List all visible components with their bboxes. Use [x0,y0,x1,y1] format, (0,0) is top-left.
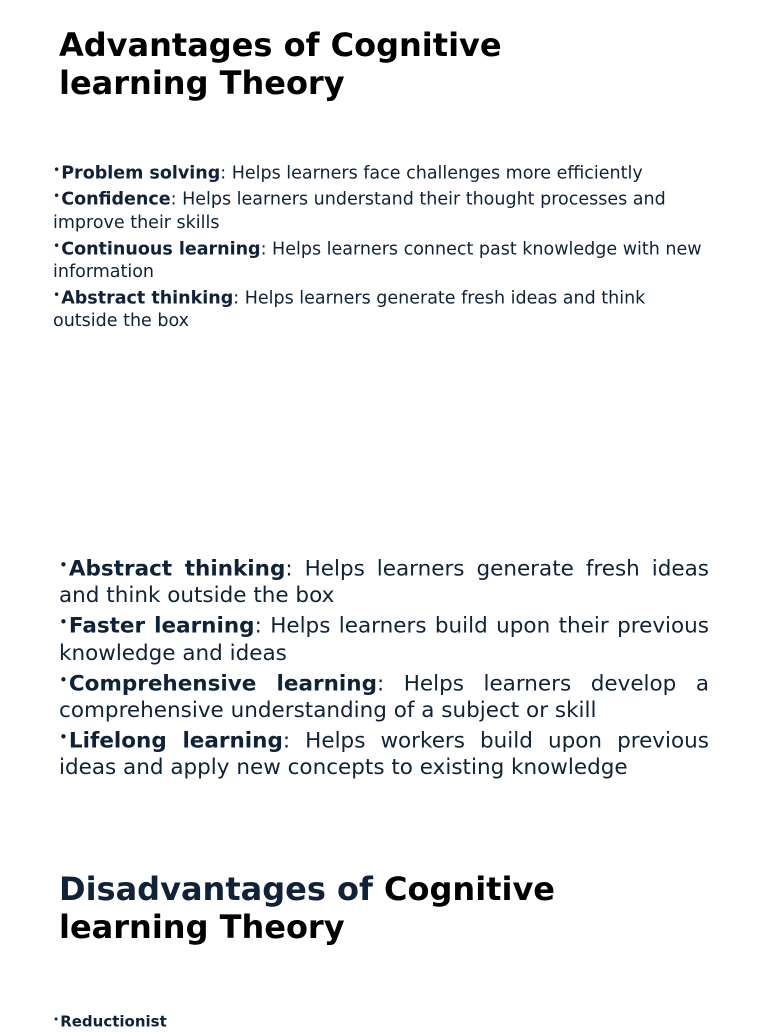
bullet-icon: • [53,189,61,204]
item-term: Abstract thinking [68,556,286,582]
bullet-icon: • [59,727,68,746]
list-item [59,552,709,609]
bullet-icon: • [53,1014,60,1026]
list-item [53,1011,703,1032]
disadvantages-title-part1: Disadvantages of [59,870,373,908]
bullet-icon: • [53,238,61,253]
disadvantages-title-line2: learning Theory [59,908,345,946]
advantages-list-small [53,159,703,333]
disadvantages-list [53,1011,703,1032]
item-description: : Helps learners face challenges more efficiently [220,163,643,184]
item-description: : Helps learners generate fresh ideas and think outside the box [53,288,646,332]
item-term: Abstract thinking [61,288,234,309]
item-description: : Helps learners develop a comprehensive understanding of a subject or skill [59,670,710,723]
item-term: Reductionist [60,1012,167,1031]
item-term: Lifelong learning [68,728,283,754]
bullet-icon: • [59,670,68,689]
item-term: Continuous learning [61,238,261,259]
disadvantages-title-part2: Cognitive [372,870,555,908]
list-item [53,284,703,333]
item-description: : Helps learners understand their thought processes and improve their skills [53,189,666,233]
item-term: Comprehensive learning [68,670,377,696]
list-item [59,609,709,666]
item-term: Problem solving [61,163,221,184]
advantages-title [59,26,699,102]
list-item [59,667,709,724]
list-item [53,235,703,284]
advantages-title-line1: Advantages of Cognitive [59,26,502,64]
advantages-list-large [59,552,709,781]
bullet-icon: • [59,613,68,632]
item-description: : Helps workers build upon previous ideas and apply new concepts to existing knowledge [59,728,709,781]
bullet-icon: • [53,287,61,302]
item-term: Confidence [61,189,171,210]
disadvantages-title [59,870,699,946]
item-term: Faster learning [68,613,255,639]
item-description: : Helps learners build upon their previous knowledge and ideas [59,613,709,666]
item-description: : Helps learners generate fresh ideas and think outside the box [59,556,709,609]
list-item [53,159,703,185]
item-description: : Helps learners connect past knowledge with new information [53,238,702,282]
bullet-icon: • [59,556,68,574]
bullet-icon: • [53,163,61,177]
list-item [59,724,709,781]
list-item [53,185,703,234]
advantages-title-line2: learning Theory [59,64,345,102]
